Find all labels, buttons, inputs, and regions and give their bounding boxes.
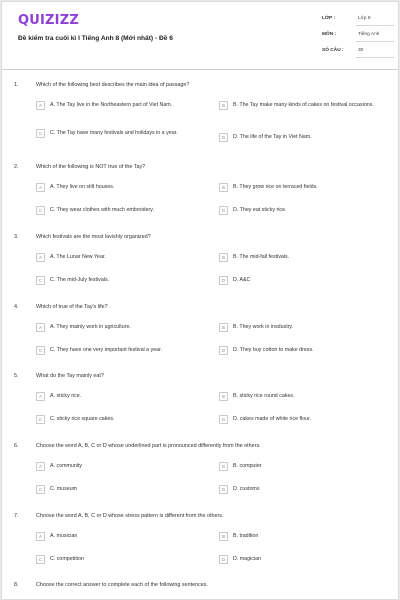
option-text: C. museum: [50, 486, 78, 492]
question-number: 2.: [14, 164, 19, 170]
meta-label-class: LỚP :: [322, 16, 336, 21]
option-letter-badge: C: [36, 206, 45, 215]
option-text: C. The mid-July festivals.: [50, 277, 110, 283]
meta-underline: [356, 41, 394, 42]
option-text: C. The Tay have many festivals and holidays in a year.: [50, 130, 178, 136]
option-text: B. They work in insdustry.: [233, 324, 294, 330]
document-title: Đề kiểm tra cuối kì I Tiếng Anh 8 (Mới nhất) - Đề 6: [18, 35, 173, 42]
option-text: D. customs: [233, 486, 260, 492]
question-number: 4.: [14, 304, 19, 310]
option-text: D. They eat sticky rice.: [233, 207, 287, 213]
option-text: B. computer: [233, 463, 262, 469]
meta-value-subject: Tiếng Anh: [358, 32, 380, 37]
header-divider: [2, 69, 398, 70]
option-text: C. They have one very important festival a year.: [50, 347, 163, 353]
meta-value-class: Lớp 8: [358, 16, 371, 21]
question-text: Which of the following best describes the main idea of passage?: [36, 82, 190, 88]
meta-row-count: [322, 48, 394, 64]
option-text: C. They wear clothes with much embroidery.: [50, 207, 155, 213]
option-letter-badge: A: [36, 462, 45, 471]
question-text: What do the Tay mainly eat?: [36, 373, 104, 379]
option-text: A. sticky rice.: [50, 393, 82, 399]
meta-block: [322, 16, 394, 64]
meta-row-class: [322, 16, 394, 32]
option-text: B. The mid-fall festivals.: [233, 254, 290, 260]
question-number: 8.: [14, 582, 19, 588]
option-letter-badge: B: [219, 101, 228, 110]
meta-value-count: 30: [358, 48, 364, 53]
option-text: B. They grow rice on terraced fields.: [233, 184, 318, 190]
option-text: D. A&C: [233, 277, 251, 283]
worksheet-page: [1, 1, 399, 600]
option-letter-badge: A: [36, 392, 45, 401]
option-letter-badge: C: [36, 129, 45, 138]
option-letter-badge: D: [219, 485, 228, 494]
option-text: A. They mainly work in agriculture.: [50, 324, 131, 330]
question-number: 6.: [14, 443, 19, 449]
worksheet-header: [2, 2, 398, 78]
option-text: A. musician: [50, 533, 78, 539]
option-letter-badge: D: [219, 133, 228, 142]
option-letter-badge: C: [36, 485, 45, 494]
option-text: B. tradition: [233, 533, 259, 539]
meta-underline: [356, 57, 394, 58]
question-number: 7.: [14, 513, 19, 519]
option-letter-badge: D: [219, 346, 228, 355]
meta-underline: [356, 25, 394, 26]
meta-label-count: SỐ CÂU :: [322, 48, 344, 53]
option-text: D. cakes made of white rice flour.: [233, 416, 312, 422]
question-text: Which of true of the Tay's life?: [36, 304, 108, 310]
option-letter-badge: C: [36, 555, 45, 564]
option-letter-badge: A: [36, 532, 45, 541]
option-letter-badge: B: [219, 253, 228, 262]
question-text: Which festivals are the most lavishly organized?: [36, 234, 151, 240]
option-text: D. They buy cotton to make dress.: [233, 347, 314, 353]
option-text: B. The Tay make many kinds of cakes on festival occasions.: [233, 102, 374, 108]
option-letter-badge: C: [36, 346, 45, 355]
option-text: A. They live on stilt houses.: [50, 184, 115, 190]
question-text: Choose the word A, B, C or D whose underlined part is pronounced differently from the others.: [36, 443, 261, 449]
quizizz-logo: QUIZIZZ: [18, 13, 79, 28]
option-letter-badge: B: [219, 183, 228, 192]
option-text: A. The Tay live in the Northeastern part of Viet Nam.: [50, 102, 173, 108]
option-text: C. competition: [50, 556, 84, 562]
option-text: D. magician: [233, 556, 261, 562]
option-letter-badge: D: [219, 415, 228, 424]
meta-label-subject: MÔN :: [322, 32, 337, 37]
option-letter-badge: B: [219, 462, 228, 471]
question-number: 3.: [14, 234, 19, 240]
option-text: C. sticky rice square cakes.: [50, 416, 115, 422]
option-letter-badge: B: [219, 392, 228, 401]
question-text: Which of the following is NOT true of the Tay?: [36, 164, 146, 170]
question-text: Choose the word A, B, C or D whose stress pattern is different from the others.: [36, 513, 224, 519]
option-text: A. The Lunar New Year.: [50, 254, 106, 260]
option-text: B. sticky rice round cakes.: [233, 393, 295, 399]
option-letter-badge: D: [219, 276, 228, 285]
option-letter-badge: A: [36, 323, 45, 332]
option-letter-badge: C: [36, 415, 45, 424]
question-number: 1.: [14, 82, 19, 88]
option-letter-badge: A: [36, 183, 45, 192]
option-letter-badge: D: [219, 206, 228, 215]
option-letter-badge: B: [219, 532, 228, 541]
option-letter-badge: A: [36, 253, 45, 262]
option-letter-badge: A: [36, 101, 45, 110]
question-number: 5.: [14, 373, 19, 379]
question-text: Choose the correct answer to complete each of the following sentences.: [36, 582, 208, 588]
option-letter-badge: C: [36, 276, 45, 285]
option-text: A. community: [50, 463, 83, 469]
option-letter-badge: D: [219, 555, 228, 564]
option-text: D. The life of the Tay in Viet Nam.: [233, 134, 312, 140]
option-letter-badge: B: [219, 323, 228, 332]
meta-row-subject: [322, 32, 394, 48]
